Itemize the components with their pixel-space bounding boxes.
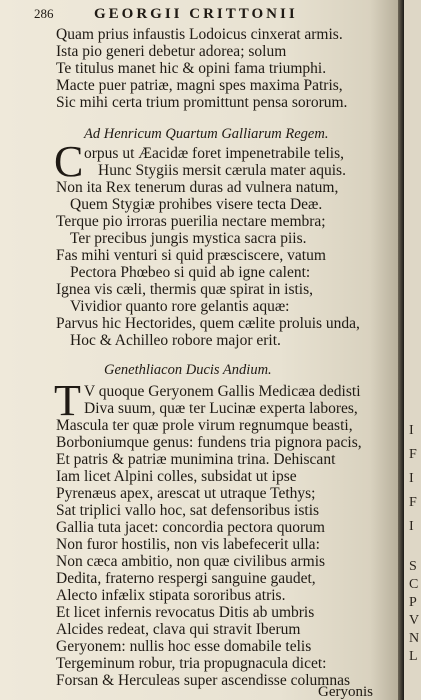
verse-line: Et licet infernis revocatus Ditis ab umbris <box>56 604 315 621</box>
verse-line: Hoc & Achilleo robore major erit. <box>70 332 281 349</box>
verse-line: Non furor hostilis, non vis labefecerit ulla: <box>56 536 320 553</box>
verse-line: Alecto infælix stipata sororibus atris. <box>56 587 286 604</box>
verse-line: Parvus hic Hectorides, quem cælite proluis unda, <box>56 315 360 332</box>
drop-cap: C <box>54 137 84 186</box>
verse-line: Ter precibus jungis mystica sacra piis. <box>70 230 307 247</box>
catchword: Geryonis <box>318 684 373 700</box>
verse-line: Hunc Stygiis mersit cærula mater aquis. <box>98 162 346 179</box>
verse-line: Alcides redeat, clava qui stravit Iberum <box>56 621 301 638</box>
running-head-title: GEORGII CRITTONII <box>94 6 298 22</box>
verse-line: Pyrenæus apex, arescat ut utraque Tethys; <box>56 485 316 502</box>
verse-line: Mascula ter quæ prole virum regnumque beasti, <box>56 417 353 434</box>
verse-line: Vividior quanto rore gelantis aquæ: <box>70 298 290 315</box>
verse-line: Ista pio generi debetur adorea; solum <box>56 43 287 60</box>
edge-letter: I <box>409 471 414 486</box>
edge-letter: C <box>409 577 419 592</box>
edge-letter: I <box>409 423 414 438</box>
verse-line: Gallia tuta jacet: concordia pectora quorum <box>56 519 325 536</box>
edge-letter: V <box>409 613 420 628</box>
facing-page-edge <box>404 0 421 700</box>
verse-line: Forsan & Herculeas super ascendisse columnas <box>56 672 350 689</box>
verse-line: Non cæca ambitio, non quæ civilibus armis <box>56 553 326 570</box>
verse-line: Tergeminum robur, tria propugnacula dicet: <box>56 655 327 672</box>
verse-line: Ignea vis cæli, thermis quæ spirat in istis, <box>56 281 314 298</box>
verse-line: Macte puer patriæ, magni spes maxima Patris, <box>56 77 343 94</box>
edge-letter: F <box>409 495 417 510</box>
verse-line: Dedita, fraterno respergi sanguine gaudet, <box>56 570 316 587</box>
verse-line: Geryonem: nullis hoc esse domabile telis <box>56 638 312 655</box>
poem-title: Ad Henricum Quartum Galliarum Regem. <box>84 126 329 142</box>
verse-line: orpus ut Æacidæ foret impenetrabile telis, <box>84 145 344 162</box>
verse-line: Quem Stygiæ prohibes visere tecta Deæ. <box>70 196 323 213</box>
verse-line: Borboniumque genus: fundens tria pignora pacis, <box>56 434 362 451</box>
edge-letter: N <box>409 631 420 646</box>
verse-line: Et patris & patriæ munimina trina. Dehiscant <box>56 451 336 468</box>
verse-line: Pectora Phœbeo si quid ab igne calent: <box>70 264 311 281</box>
verse-line: Te titulus manet hic & opini fama triumphi. <box>56 60 327 77</box>
verse-line: V quoque Geryonem Gallis Medicæa dedisti <box>84 383 361 400</box>
verse-line: Sat triplici vallo hoc, sat defensoribus istis <box>56 502 320 519</box>
verse-line: Non ita Rex tenerum duras ad vulnera natum, <box>56 179 339 196</box>
verse-line: Iam licet Alpini colles, subsidat ut ipse <box>56 468 297 485</box>
verse-line: Sic mihi certa trium promittunt pensa sororum. <box>56 94 348 111</box>
verse-line: Quam prius infaustis Lodoicus cinxerat armis. <box>56 26 343 43</box>
edge-letter: I <box>409 519 414 534</box>
edge-letter: P <box>409 595 417 610</box>
verse-line: Terque pio irroras puerilia nectare membra; <box>56 213 326 230</box>
verse-line: Diva suum, quæ ter Lucinæ experta labores, <box>84 400 358 417</box>
edge-letter: L <box>409 649 418 664</box>
poem-title: Genethliacon Ducis Andium. <box>104 362 272 378</box>
running-head <box>34 6 364 26</box>
drop-cap: T <box>54 376 81 425</box>
edge-letter: F <box>409 447 417 462</box>
verse-line: Fas mihi venturi si quid præsciscere, vatum <box>56 247 326 264</box>
page-number: 286 <box>34 6 54 21</box>
edge-letter: S <box>409 559 417 574</box>
